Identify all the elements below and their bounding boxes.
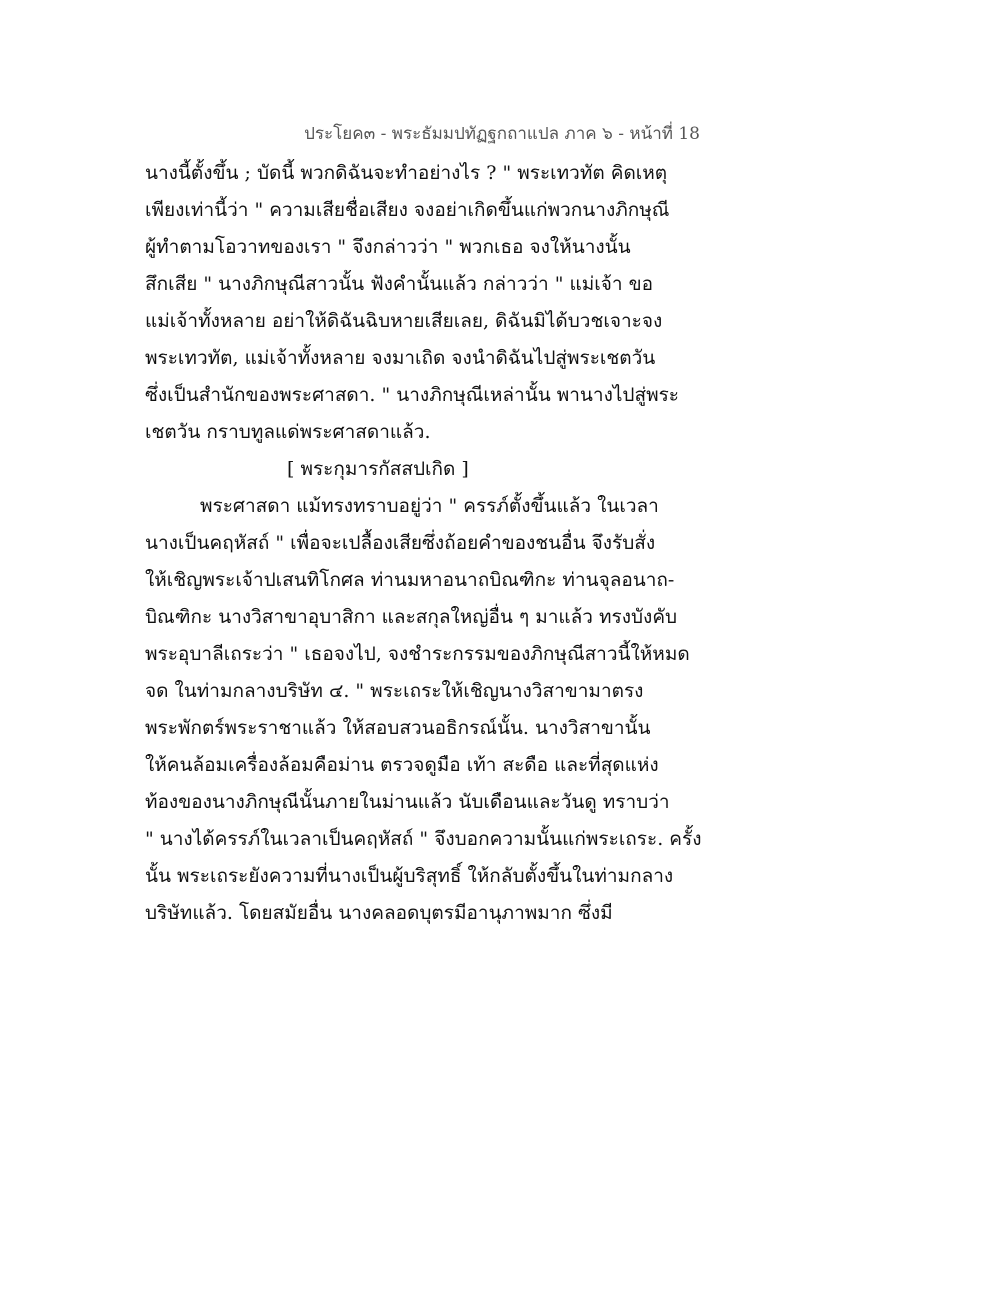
text-line: สึกเสีย " นางภิกษุณีสาวนั้น ฟังคำนั้นแล้ว กล่าวว่า " แม่เจ้า ขอ: [145, 273, 654, 295]
text-line: บิณฑิกะ นางวิสาขาอุบาสิกา และสกุลใหญ่อื่น ๆ มาแล้ว ทรงบังคับ: [145, 606, 678, 628]
text-line: ให้เชิญพระเจ้าปเสนทิโกศล ท่านมหาอนาถบิณฑิกะ ท่านจุลอนาถ-: [145, 569, 675, 591]
text-line: นางนี้ตั้งขึ้น ; บัดนี้ พวกดิฉันจะทำอย่างไร ? " พระเทวทัต คิดเหตุ: [145, 162, 668, 184]
text-line: บริษัทแล้ว. โดยสมัยอื่น นางคลอดบุตรมีอานุภาพมาก ซึ่งมี: [145, 902, 613, 924]
text-line: พระอุบาลีเถระว่า " เธอจงไป, จงชำระกรรมของภิกษุณีสาวนี้ให้หมด: [145, 643, 690, 665]
text-line: ท้องของนางภิกษุณีนั้นภายในม่านแล้ว นับเดือนและวันดู ทราบว่า: [145, 791, 670, 813]
text-line: พระเทวทัต, แม่เจ้าทั้งหลาย จงมาเถิด จงนำดิฉันไปสู่พระเชตวัน: [145, 347, 656, 369]
text-line: นางเป็นคฤหัสถ์ " เพื่อจะเปลื้องเสียซึ่งถ้อยคำของชนอื่น จึงรับสั่ง: [145, 532, 656, 554]
text-line: ให้คนล้อมเครื่องล้อมคือม่าน ตรวจดูมือ เท้า สะดือ และที่สุดแห่ง: [145, 754, 659, 776]
text-line: พระพักตร์พระราชาแล้ว ให้สอบสวนอธิกรณ์นั้น. นางวิสาขานั้น: [145, 717, 651, 739]
text-line: นั้น พระเถระยังความที่นางเป็นผู้บริสุทธิ์ ให้กลับตั้งขึ้นในท่ามกลาง: [145, 865, 674, 887]
text-line: จด ในท่ามกลางบริษัท ๔. " พระเถระให้เชิญนางวิสาขามาตรง: [145, 680, 644, 702]
text-line: ซึ่งเป็นสำนักของพระศาสดา. " นางภิกษุณีเหล่านั้น พานางไปสู่พระ: [145, 384, 680, 406]
text-line: " นางได้ครรภ์ในเวลาเป็นคฤหัสถ์ " จึงบอกความนั้นแก่พระเถระ. ครั้ง: [145, 828, 702, 850]
paragraph-first-line: พระศาสดา แม้ทรงทราบอยู่ว่า " ครรภ์ตั้งขึ้นแล้ว ในเวลา: [200, 495, 659, 517]
text-line: แม่เจ้าทั้งหลาย อย่าให้ดิฉันฉิบหายเสียเลย, ดิฉันมิได้บวชเจาะจง: [145, 310, 663, 332]
text-line: ผู้ทำตามโอวาทของเรา " จึงกล่าวว่า " พวกเธอ จงให้นางนั้น: [145, 236, 631, 258]
text-line: เพียงเท่านี้ว่า " ความเสียชื่อเสียง จงอย่าเกิดขึ้นแก่พวกนางภิกษุณี: [145, 199, 670, 221]
text-line: เชตวัน กราบทูลแด่พระศาสดาแล้ว.: [145, 421, 431, 443]
running-header: ประโยค๓ - พระธัมมปทัฏฐกถาแปล ภาค ๖ - หน้าที่ 18: [304, 124, 700, 144]
section-heading: [ พระกุมารกัสสปเกิด ]: [287, 458, 469, 480]
body-text: [145, 155, 705, 932]
